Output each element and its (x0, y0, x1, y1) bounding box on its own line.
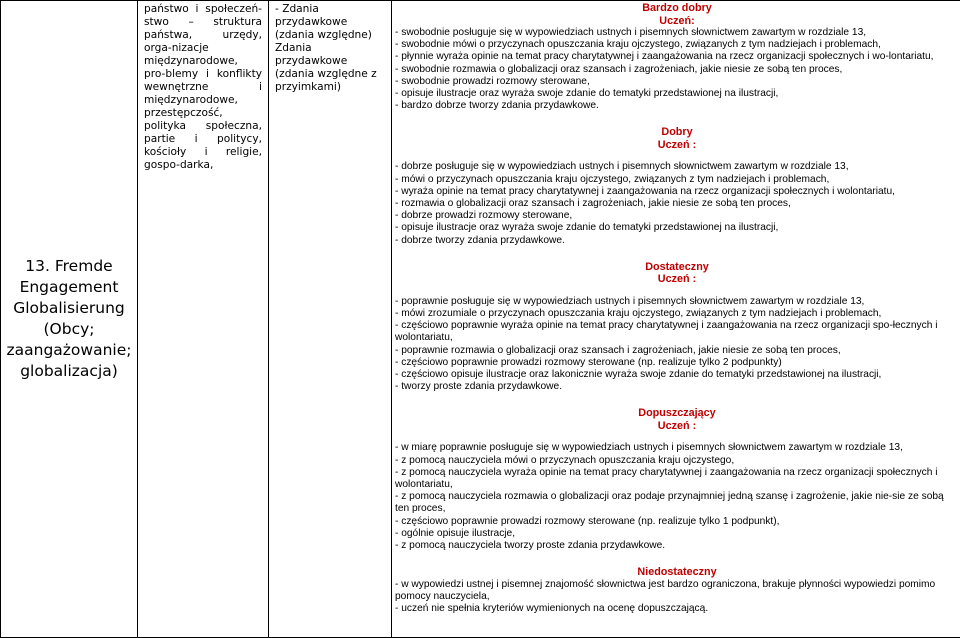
requirement-item: - swobodnie rozmawia o globalizacji oraz szansach i zagrożeniach, jakie niesie ze sobą ten proces, (395, 63, 843, 75)
requirement-item: - swobodnie posługuje się w wypowiedziach ustnych i pisemnych słownictwem zawartym w rozdziale 13, (395, 27, 867, 38)
student-label: Uczeń : (657, 419, 697, 432)
grade-section-dopuszczajacy (395, 407, 959, 552)
requirement-item: - swobodnie mówi o przyczynach opuszczania kraju ojczystego, związanych z tym nadziejach i problemach, (395, 39, 881, 51)
requirement-item: - częściowo poprawnie prowadzi rozmowy sterowane (np. realizuje tylko 1 podpunkt), (395, 515, 780, 527)
topic-title: 13. Fremde Engagement Globalisierung (Obcy; zaangażowanie; globalizacja) (6, 257, 132, 380)
requirement-item: - mówi zrozumiale o przyczynach opuszczania kraju ojczystego, związanych z tym nadziejach i problemach, (395, 308, 882, 320)
topic-cell (1, 1, 138, 638)
requirement-item: - dobrze posługuje się w wypowiedziach ustnych i pisemnych słownictwem zawartym w rozdziale 13, (395, 161, 849, 173)
requirement-item: - w miarę poprawnie posługuje się w wypowiedziach ustnych i pisemnych słownictwem zawartym w rozdziale 13, (395, 442, 903, 454)
requirement-item: - wyraża opinie na temat pracy charytatywnej i zaangażowania na rzecz organizacji społecznych i wolontariatu, (395, 185, 896, 197)
requirement-item: - ogólnie opisuje ilustracje, (395, 527, 516, 539)
grade-heading: Dostateczny (645, 260, 709, 273)
requirement-item: - dobrze prowadzi rozmowy sterowane, (395, 210, 573, 222)
requirement-item: - z pomocą nauczyciela tworzy proste zdania przydawkowe. (395, 540, 666, 552)
requirement-item: - dobrze tworzy zdania przydawkowe. (395, 234, 565, 246)
requirement-item: - częściowo poprawnie wyraża opinie na temat pracy charytatywnej i zaangażowania na rzecz organizacji spo-łecznych i wolontariatu, (395, 320, 938, 344)
requirement-item: - tworzy proste zdania przydawkowe. (395, 381, 563, 393)
requirement-item: - częściowo poprawnie prowadzi rozmowy sterowane (np. realizuje tylko 2 podpunkty) (395, 356, 782, 368)
grammar-scope-text: - Zdania przydawkowe (zdania względne) Zdania przydawkowe (zdania względne z przyimkami) (275, 3, 377, 93)
grammar-cell (269, 1, 392, 638)
requirement-item: - w wypowiedzi ustnej i pisemnej znajomość słownictwa jest bardzo ograniczona, brakuje płynności wypowiedzi pomimo pomocy nauczyciela, (395, 578, 936, 602)
requirement-item: - bardzo dobrze tworzy zdania przydawkowe. (395, 100, 599, 112)
requirement-item: - opisuje ilustracje oraz wyraża swoje zdanie do tematyki przedstawionej na ilustracji, (395, 222, 779, 234)
requirement-item: - mówi o przyczynach opuszczania kraju ojczystego, związanych z tym nadziejach i problemach, (395, 173, 830, 185)
grading-criteria-cell (392, 1, 960, 638)
requirement-item: - opisuje ilustracje oraz wyraża swoje zdanie do tematyki przedstawionej na ilustracji, (395, 88, 779, 100)
student-label: Uczeń: (659, 14, 695, 27)
requirement-item: - z pomocą nauczyciela mówi o przyczynach opuszczania kraju ojczystego, (395, 454, 735, 466)
grade-section-niedostateczny (395, 566, 959, 615)
content-scope-text: państwo i społeczeń-stwo – struktura państwa, urzędy, orga-nizacje międzynarodowe, pro-blemy i konflikty wewnętrzne i międzynarodowe, przestępczość, polityka społeczna, partie i politycy, kościoły i religie, gospo-darka, (144, 3, 262, 171)
requirement-item: - rozmawia o globalizacji oraz szansach i zagrożeniach, jakie niesie ze sobą ten proces, (395, 198, 791, 210)
student-label: Uczeń : (657, 138, 697, 151)
requirement-item: - poprawnie rozmawia o globalizacji oraz szansach i zagrożeniach, jakie niesie ze sobą ten proces, (395, 344, 841, 356)
grade-section-dostateczny (395, 261, 959, 394)
grade-section-dobry (395, 126, 959, 246)
requirement-item: - z pomocą nauczyciela wyraża opinie na temat pracy charytatywnej i zaangażowania na rzecz organizacji społecznych i wolontariatu, (395, 466, 938, 491)
requirement-item: - płynnie wyraża opinie na temat pracy charytatywnej i zaangażowania na rzecz organizacji społecznych i wo-lontariatu, (395, 51, 934, 63)
content-cell (138, 1, 269, 638)
requirement-item: - poprawnie posługuje się w wypowiedziach ustnych i pisemnych słownictwem zawartym w rozdziale 13, (395, 295, 865, 307)
requirement-item: - swobodnie prowadzi rozmowy sterowane, (395, 75, 590, 87)
grade-heading: Bardzo dobry (642, 2, 712, 14)
requirement-item: - uczeń nie spełnia kryteriów wymienionych na ocenę dopuszczającą. (395, 603, 709, 615)
requirement-item: - częściowo opisuje ilustracje oraz lakonicznie wyraża swoje zdanie do tematyki przedstawionej na ilustracji, (395, 369, 882, 381)
grade-heading: Niedostateczny (637, 566, 717, 579)
student-label: Uczeń : (657, 273, 697, 286)
grade-section-bardzo-dobry (395, 2, 959, 112)
requirement-item: - z pomocą nauczyciela rozmawia o globalizacji oraz podaje przynajmniej jedną szansę i zagrożenie, jakie nie-sie ze sobą ten proces, (395, 491, 944, 515)
grade-heading: Dobry (661, 126, 693, 139)
grade-heading: Dopuszczający (638, 407, 716, 420)
